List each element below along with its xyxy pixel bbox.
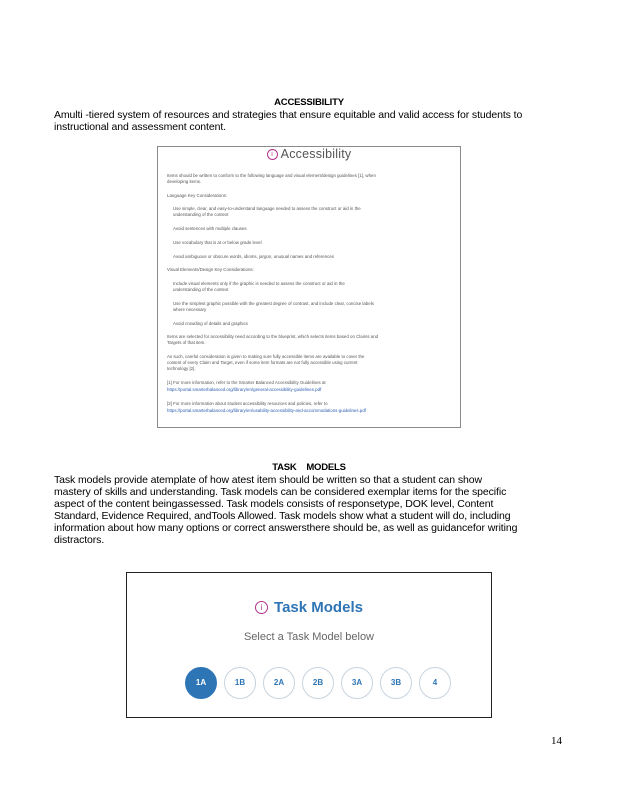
acc-line: [2] For more information about student accessibility resources and policies, refer to xyxy=(167,401,328,406)
task-model-button-2a[interactable]: 2A xyxy=(263,667,295,699)
paragraph-line: distractors. xyxy=(54,534,105,546)
acc-line: [1] For more information, refer to the Smarter Balanced Accessibility Guidelines at xyxy=(167,380,326,385)
accessibility-heading: ACCESSIBILITY xyxy=(274,97,344,108)
paragraph-line: instructional and assessment content. xyxy=(54,121,226,133)
task-models-title-text: Task Models xyxy=(274,599,363,616)
acc-link[interactable]: https://portal.smarterbalanced.org/library/en/usability-accessibility-and-accommodations-guidelines.pdf xyxy=(167,408,366,413)
acc-line: Targets of that item. xyxy=(167,340,206,345)
accessibility-screenshot xyxy=(157,146,461,428)
paragraph-line: mastery of skills and understanding. Task models can be considered exemplar items for the specific xyxy=(54,486,507,498)
paragraph-line: Standard, Evidence Required, andTools Allowed. Task models show what a student will do, including xyxy=(54,510,511,522)
acc-line: Items are selected for accessibility need according to the blueprint, which selects items based on Claims and xyxy=(167,334,379,339)
accessibility-screenshot-title xyxy=(158,147,460,161)
acc-line: • Use the simplest graphic possible with the greatest degree of contrast, and include clear, concise labels xyxy=(173,301,458,306)
task-model-button-3b[interactable]: 3B xyxy=(380,667,412,699)
acc-line: technology [2]. xyxy=(167,366,196,371)
acc-line: • Avoid crowding of details and graphics xyxy=(173,321,458,326)
paragraph-line: aspect of the content beingassessed. Task models consists of responsetype, DOK level, Content xyxy=(54,498,494,510)
acc-line: Visual Elements/Design Key Considerations: xyxy=(167,267,254,272)
acc-line: • Use simple, clear, and easy-to-understand language needed to assess the construct or aid in the xyxy=(173,206,458,211)
paragraph-line: Task models provide atemplate of how atest item should be written so that a student can show xyxy=(54,474,482,486)
paragraph-line: information about how many options or correct answersthere should be, as well as guidancefor writing xyxy=(54,522,518,534)
acc-line: As such, careful consideration is given to making sure fully accessible items are available to cover the xyxy=(167,354,365,359)
task-model-button-3a[interactable]: 3A xyxy=(341,667,373,699)
acc-line: understanding of the context xyxy=(173,212,229,217)
acc-link[interactable]: https://portal.smarterbalanced.org/library/en/general-accessibility-guidelines.pdf xyxy=(167,387,322,392)
info-icon: i xyxy=(267,149,278,160)
task-model-button-2b[interactable]: 2B xyxy=(302,667,334,699)
accessibility-paragraph xyxy=(54,109,564,133)
task-model-button-4[interactable]: 4 xyxy=(419,667,451,699)
acc-line: • Avoid ambiguous or obscure words, idioms, jargon, unusual names and references xyxy=(173,254,458,259)
acc-line: content of every Claim and Target, even if some item formats are not fully accessible using current xyxy=(167,360,358,365)
acc-line: understanding of the context xyxy=(173,287,229,292)
task-model-button-1a[interactable]: 1A xyxy=(185,667,217,699)
acc-line: • Include visual elements only if the graphic is needed to assess the construct or aid in the xyxy=(173,281,458,286)
acc-line: where necessary xyxy=(173,307,207,312)
page-number: 14 xyxy=(551,735,562,747)
info-icon: i xyxy=(255,601,268,614)
task-model-button-1b[interactable]: 1B xyxy=(224,667,256,699)
task-models-paragraph xyxy=(54,474,564,546)
paragraph-line: Amulti -tiered system of resources and strategies that ensure equitable and valid access for students to xyxy=(54,109,523,121)
task-model-selector xyxy=(185,667,455,699)
acc-line: Language Key Considerations: xyxy=(167,193,228,198)
task-models-title xyxy=(127,599,491,616)
acc-line: developing items. xyxy=(167,179,202,184)
task-models-heading: TASK MODELS xyxy=(272,462,346,473)
acc-line: • Use vocabulary that is at or below grade level xyxy=(173,240,458,245)
acc-line: Items should be written to conform to the following language and visual element/design guidelines [1], when xyxy=(167,173,376,178)
task-models-subtitle: Select a Task Model below xyxy=(243,631,375,643)
task-models-screenshot xyxy=(126,572,492,718)
accessibility-title-text: Accessibility xyxy=(280,147,352,161)
acc-line: • Avoid sentences with multiple clauses xyxy=(173,226,458,231)
